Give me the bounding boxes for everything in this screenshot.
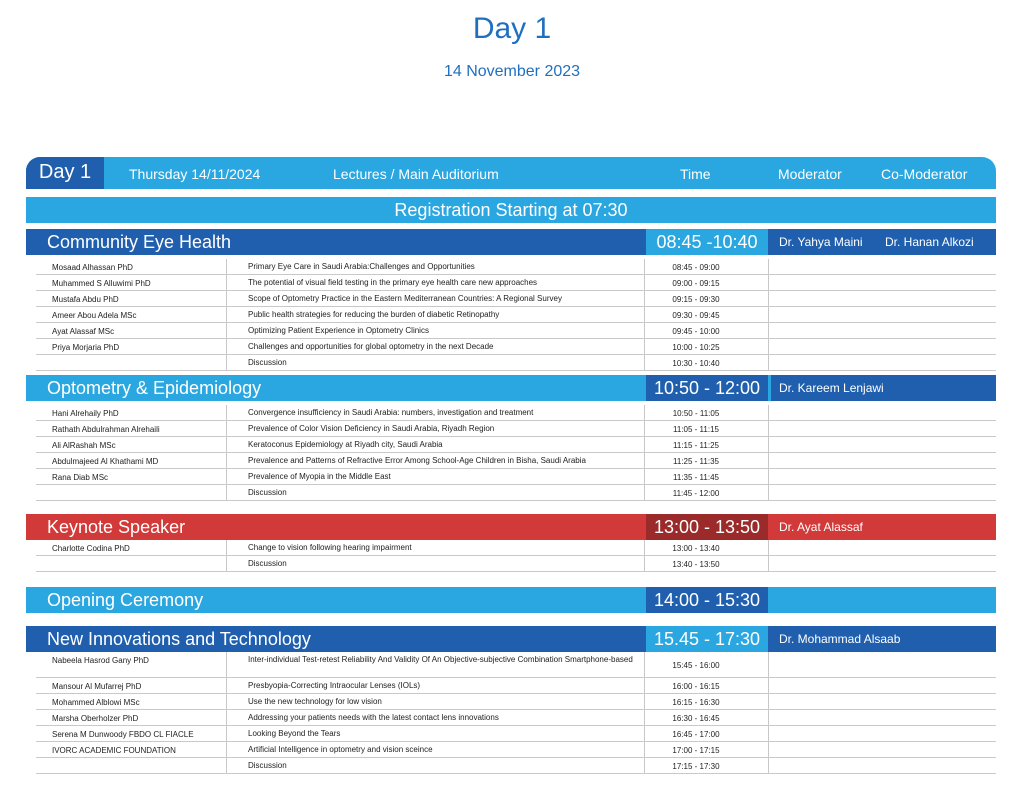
- session-title: Prevalence and Patterns of Refractive Error Among School-Age Children in Bisha, Saudi Arabia: [248, 456, 586, 465]
- section-time: 10:50 - 12:00: [646, 375, 768, 401]
- table-row: [36, 726, 996, 742]
- table-row: [36, 469, 996, 485]
- speaker-name: Ali AlRashah MSc: [52, 441, 116, 450]
- section-co-moderator: Dr. Hanan Alkozi: [878, 229, 996, 255]
- section-rows: [36, 259, 996, 371]
- session-time: 11:05 - 11:15: [673, 425, 719, 434]
- session-title: Inter-individual Test-retest Reliability And Validity Of An Objective-subjective Combination Smartphone-based: [248, 655, 633, 664]
- session-title: The potential of visual field testing in the primary eye health care new approaches: [248, 278, 538, 287]
- speaker-name: Hani Alrehaily PhD: [52, 409, 119, 418]
- section-time: 08:45 -10:40: [646, 229, 768, 255]
- session-title: Scope of Optometry Practice in the Eastern Mediterranean Countries: A Regional Survey: [248, 294, 562, 303]
- session-time: 16:00 - 16:15: [672, 682, 720, 691]
- table-row: [36, 323, 996, 339]
- session-time: 11:45 - 12:00: [672, 489, 720, 498]
- session-title: Convergence insufficiency in Saudi Arabia: numbers, investigation and treatment: [248, 408, 534, 417]
- speaker-name: Serena M Dunwoody FBDO CL FIACLE: [52, 730, 194, 739]
- table-row: [36, 355, 996, 371]
- header-co-moderator: Co-Moderator: [881, 166, 968, 182]
- session-title: Looking Beyond the Tears: [248, 729, 341, 738]
- table-row: [36, 421, 996, 437]
- page-date: 14 November 2023: [443, 63, 581, 80]
- table-row: [36, 437, 996, 453]
- table-row: [36, 291, 996, 307]
- session-time: 13:40 - 13:50: [672, 560, 720, 569]
- section-time: 15.45 - 17:30: [646, 626, 768, 652]
- session-title: Use the new technology for low vision: [248, 697, 382, 706]
- speaker-name: Ayat Alassaf MSc: [52, 327, 115, 336]
- header-venue: Lectures / Main Auditorium: [333, 166, 499, 182]
- table-row: [36, 710, 996, 726]
- table-row: [36, 339, 996, 355]
- table-row: [36, 652, 996, 678]
- session-time: 10:00 - 10:25: [672, 343, 720, 352]
- speaker-name: Abdulmajeed Al Khathami MD: [52, 457, 159, 466]
- section-community-eye-health: [26, 229, 996, 255]
- table-row: [36, 485, 996, 501]
- session-title: Keratoconus Epidemiology at Riyadh city, Saudi Arabia: [248, 440, 443, 449]
- speaker-name: Nabeela Hasrod Gany PhD: [52, 656, 149, 665]
- section-moderator: Dr. Ayat Alassaf: [771, 514, 996, 540]
- speaker-name: Mohammed Alblowi MSc: [52, 698, 140, 707]
- session-time: 10:50 - 11:05: [672, 409, 720, 418]
- session-time: 10:30 - 10:40: [672, 359, 720, 368]
- session-title: Challenges and opportunities for global optometry in the next Decade: [248, 342, 494, 351]
- section-title: Opening Ceremony: [47, 590, 204, 610]
- session-title: Public health strategies for reducing the burden of diabetic Retinopathy: [248, 310, 500, 319]
- section-title: Community Eye Health: [47, 232, 232, 252]
- session-time: 13:00 - 13:40: [672, 544, 720, 553]
- speaker-name: Ameer Abou Adela MSc: [52, 311, 137, 320]
- table-row: [36, 742, 996, 758]
- speaker-name: IVORC ACADEMIC FOUNDATION: [52, 746, 176, 755]
- table-row: [36, 540, 996, 556]
- session-time: 17:15 - 17:30: [672, 762, 720, 771]
- session-title: Change to vision following hearing impairment: [248, 543, 412, 552]
- section-rows: [36, 405, 996, 501]
- session-title: Primary Eye Care in Saudi Arabia:Challenges and Opportunities: [248, 262, 475, 271]
- speaker-name: Muhammed S Alluwimi PhD: [52, 279, 151, 288]
- session-title: Discussion: [248, 358, 287, 367]
- speaker-name: Mansour Al Mufarrej PhD: [52, 682, 142, 691]
- session-title: Discussion: [248, 761, 287, 770]
- registration-banner: Registration Starting at 07:30: [26, 197, 996, 223]
- section-time: 13:00 - 13:50: [646, 514, 768, 540]
- session-title: Prevalence of Myopia in the Middle East: [248, 472, 391, 481]
- section-optometry-epidemiology: [26, 375, 996, 401]
- section-moderator: Dr. Yahya Maini: [771, 229, 876, 255]
- table-row: [36, 453, 996, 469]
- session-time: 11:15 - 11:25: [673, 441, 719, 450]
- speaker-name: Charlotte Codina PhD: [52, 544, 130, 553]
- session-title: Presbyopia-Correcting Intraocular Lenses (IOLs): [248, 681, 421, 690]
- session-time: 16:15 - 16:30: [672, 698, 720, 707]
- section-rows: [36, 652, 996, 774]
- section-new-innovations: [26, 626, 996, 652]
- header-moderator: Moderator: [778, 166, 842, 182]
- session-title: Artificial Intelligence in optometry and vision sceince: [248, 745, 433, 754]
- table-row: [36, 307, 996, 323]
- section-title: Optometry & Epidemiology: [47, 378, 262, 398]
- session-title: Prevalence of Color Vision Deficiency in Saudi Arabia, Riyadh Region: [248, 424, 495, 433]
- session-title: Discussion: [248, 559, 287, 568]
- section-time: 14:00 - 15:30: [646, 587, 768, 613]
- session-time: 11:35 - 11:45: [673, 473, 719, 482]
- speaker-name: Priya Morjaria PhD: [52, 343, 120, 352]
- table-row: [36, 758, 996, 774]
- section-moderator: Dr. Kareem Lenjawi: [771, 375, 996, 401]
- session-time: 09:15 - 09:30: [672, 295, 720, 304]
- section-title: New Innovations and Technology: [47, 629, 311, 649]
- speaker-name: Mustafa Abdu PhD: [52, 295, 119, 304]
- section-title: Keynote Speaker: [47, 517, 186, 537]
- session-time: 09:00 - 09:15: [672, 279, 720, 288]
- page-title: Day 1: [472, 12, 552, 45]
- speaker-name: Mosaad Alhassan PhD: [52, 263, 133, 272]
- section-opening-ceremony: [26, 587, 996, 613]
- speaker-name: Marsha Oberholzer PhD: [52, 714, 139, 723]
- session-time: 15:45 - 16:00: [672, 661, 720, 670]
- session-time: 11:25 - 11:35: [673, 457, 719, 466]
- table-row: [36, 556, 996, 572]
- session-time: 08:45 - 09:00: [672, 263, 720, 272]
- session-time: 09:30 - 09:45: [672, 311, 720, 320]
- schedule-header: [26, 157, 996, 189]
- session-title: Discussion: [248, 488, 287, 497]
- session-time: 16:30 - 16:45: [672, 714, 720, 723]
- speaker-name: Rana Diab MSc: [52, 473, 109, 482]
- table-row: [36, 405, 996, 421]
- section-rows: [36, 540, 996, 572]
- section-keynote-speaker: [26, 514, 996, 540]
- table-row: [36, 259, 996, 275]
- session-title: Addressing your patients needs with the latest contact lens innovations: [248, 713, 499, 722]
- header-time: Time: [680, 166, 711, 182]
- section-moderator: Dr. Mohammad Alsaab: [771, 626, 996, 652]
- session-time: 16:45 - 17:00: [672, 730, 720, 739]
- header-date: Thursday 14/11/2024: [129, 166, 261, 182]
- table-row: [36, 275, 996, 291]
- day-badge: Day 1: [26, 157, 104, 189]
- table-row: [36, 678, 996, 694]
- table-row: [36, 694, 996, 710]
- session-time: 17:00 - 17:15: [672, 746, 720, 755]
- session-title: Optimizing Patient Experience in Optometry Clinics: [248, 326, 429, 335]
- speaker-name: Rathath Abdulrahman Alrehaili: [52, 425, 160, 434]
- session-time: 09:45 - 10:00: [672, 327, 720, 336]
